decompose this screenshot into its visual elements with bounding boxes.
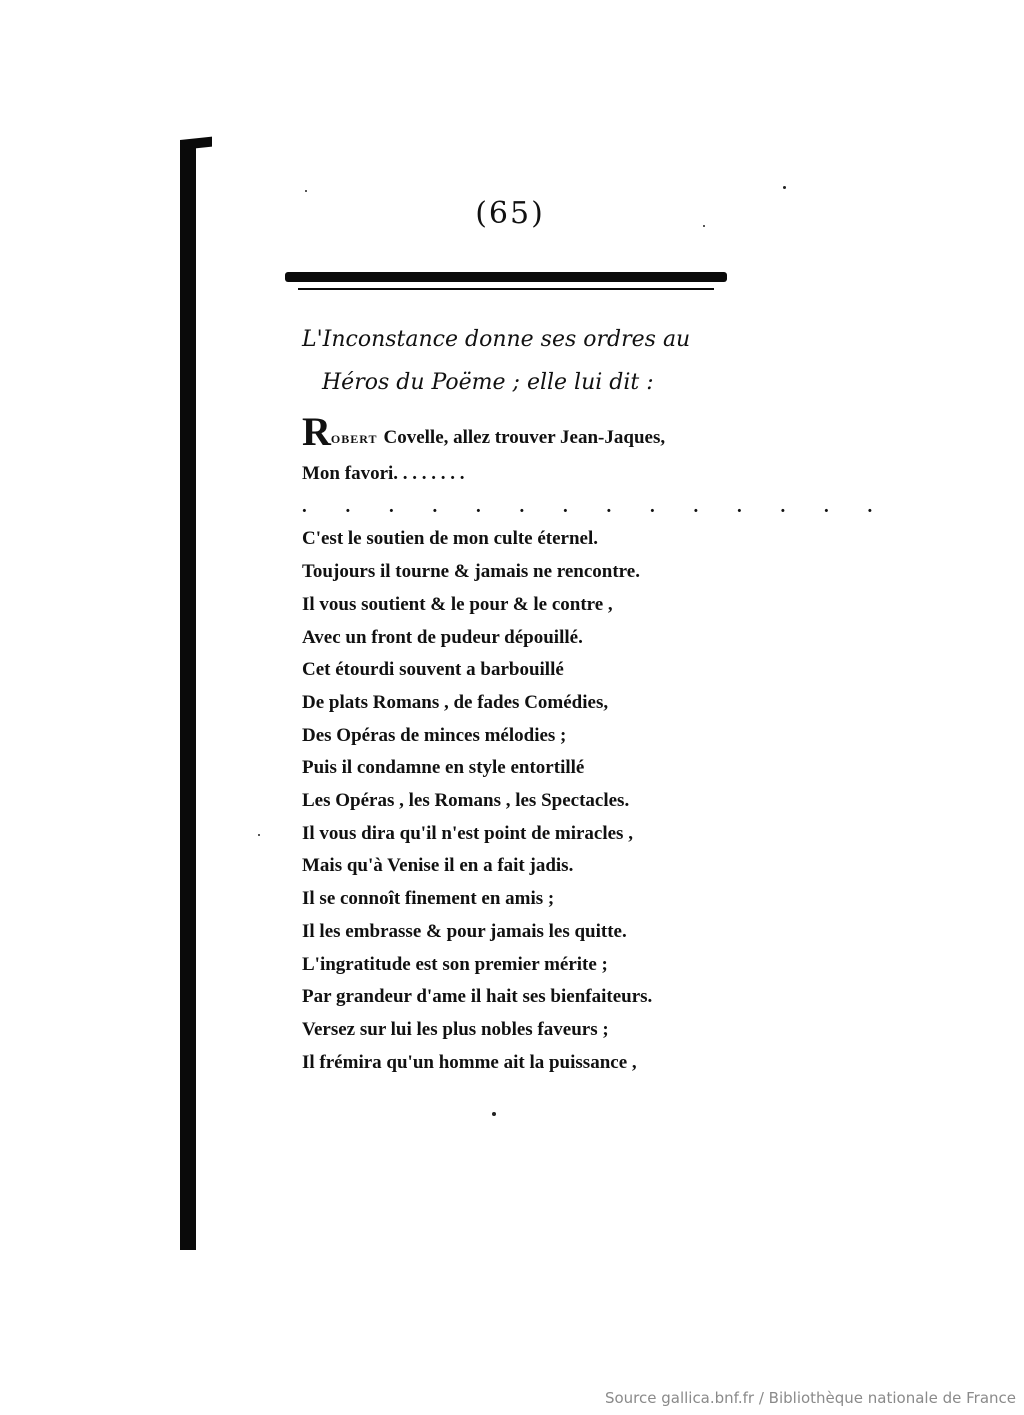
scan-speck: [258, 834, 260, 836]
scan-speck: [492, 1112, 496, 1116]
section-heading: [302, 318, 742, 404]
verse-line: De plats Romans , de fades Comédies,: [302, 691, 609, 713]
verse-line: Mon favori. . . . . . . .: [302, 463, 465, 484]
source-credit: Source gallica.bnf.fr / Bibliothèque nationale de France: [604, 1389, 1016, 1407]
scan-speck: [783, 186, 786, 189]
header-rule-thin: [298, 288, 714, 290]
opening-smallcaps: OBERT: [330, 432, 378, 446]
page-number: (65): [475, 196, 545, 231]
verse-body: [302, 458, 890, 1079]
verse-line: L'ingratitude est son premier mérite ;: [302, 953, 608, 975]
verse-line: Des Opéras de minces mélodies ;: [302, 724, 567, 746]
verse-line: Il se connoît finement en amis ;: [302, 888, 555, 910]
scan-speck: [305, 190, 307, 192]
verse-line: Il frémira qu'un homme ait la puissance ,: [302, 1051, 637, 1073]
verse-line: Par grandeur d'ame il hait ses bienfaiteurs.: [302, 986, 653, 1008]
verse-line: Il les embrasse & pour jamais les quitte.: [302, 920, 627, 942]
verse-line: C'est le soutien de mon culte éternel.: [302, 528, 599, 550]
heading-line-2: Héros du Poëme ; elle lui dit :: [322, 370, 654, 395]
verse-line: Avec un front de pudeur dépouillé.: [302, 626, 583, 648]
verse-line: Les Opéras , les Romans , les Spectacles.: [302, 790, 630, 812]
verse-line: Il vous dira qu'il n'est point de miracles ,: [302, 822, 633, 844]
opening-line: [302, 409, 742, 454]
book-spine-cap: [180, 137, 212, 150]
book-spine-edge: [180, 140, 196, 1250]
verse-line: Il vous soutient & le pour & le contre ,: [302, 593, 613, 615]
verse-line: Cet étourdi souvent a barbouillé: [302, 659, 564, 681]
opening-text: Covelle, allez trouver Jean-Jaques,: [383, 427, 666, 448]
drop-cap: R: [302, 409, 331, 454]
scan-speck: [703, 225, 705, 227]
verse-line: Mais qu'à Venise il en a fait jadis.: [302, 855, 574, 877]
header-rule-thick: [285, 272, 727, 282]
verse-line: Puis il condamne en style entortillé: [302, 757, 585, 779]
verse-line: Versez sur lui les plus nobles faveurs ;: [302, 1018, 609, 1040]
verse-ellipsis-line: . . . . . . . . . . . . . .: [302, 495, 890, 517]
heading-line-1: L'Inconstance donne ses ordres au: [302, 327, 691, 352]
verse-line: Toujours il tourne & jamais ne rencontre.: [302, 561, 640, 583]
